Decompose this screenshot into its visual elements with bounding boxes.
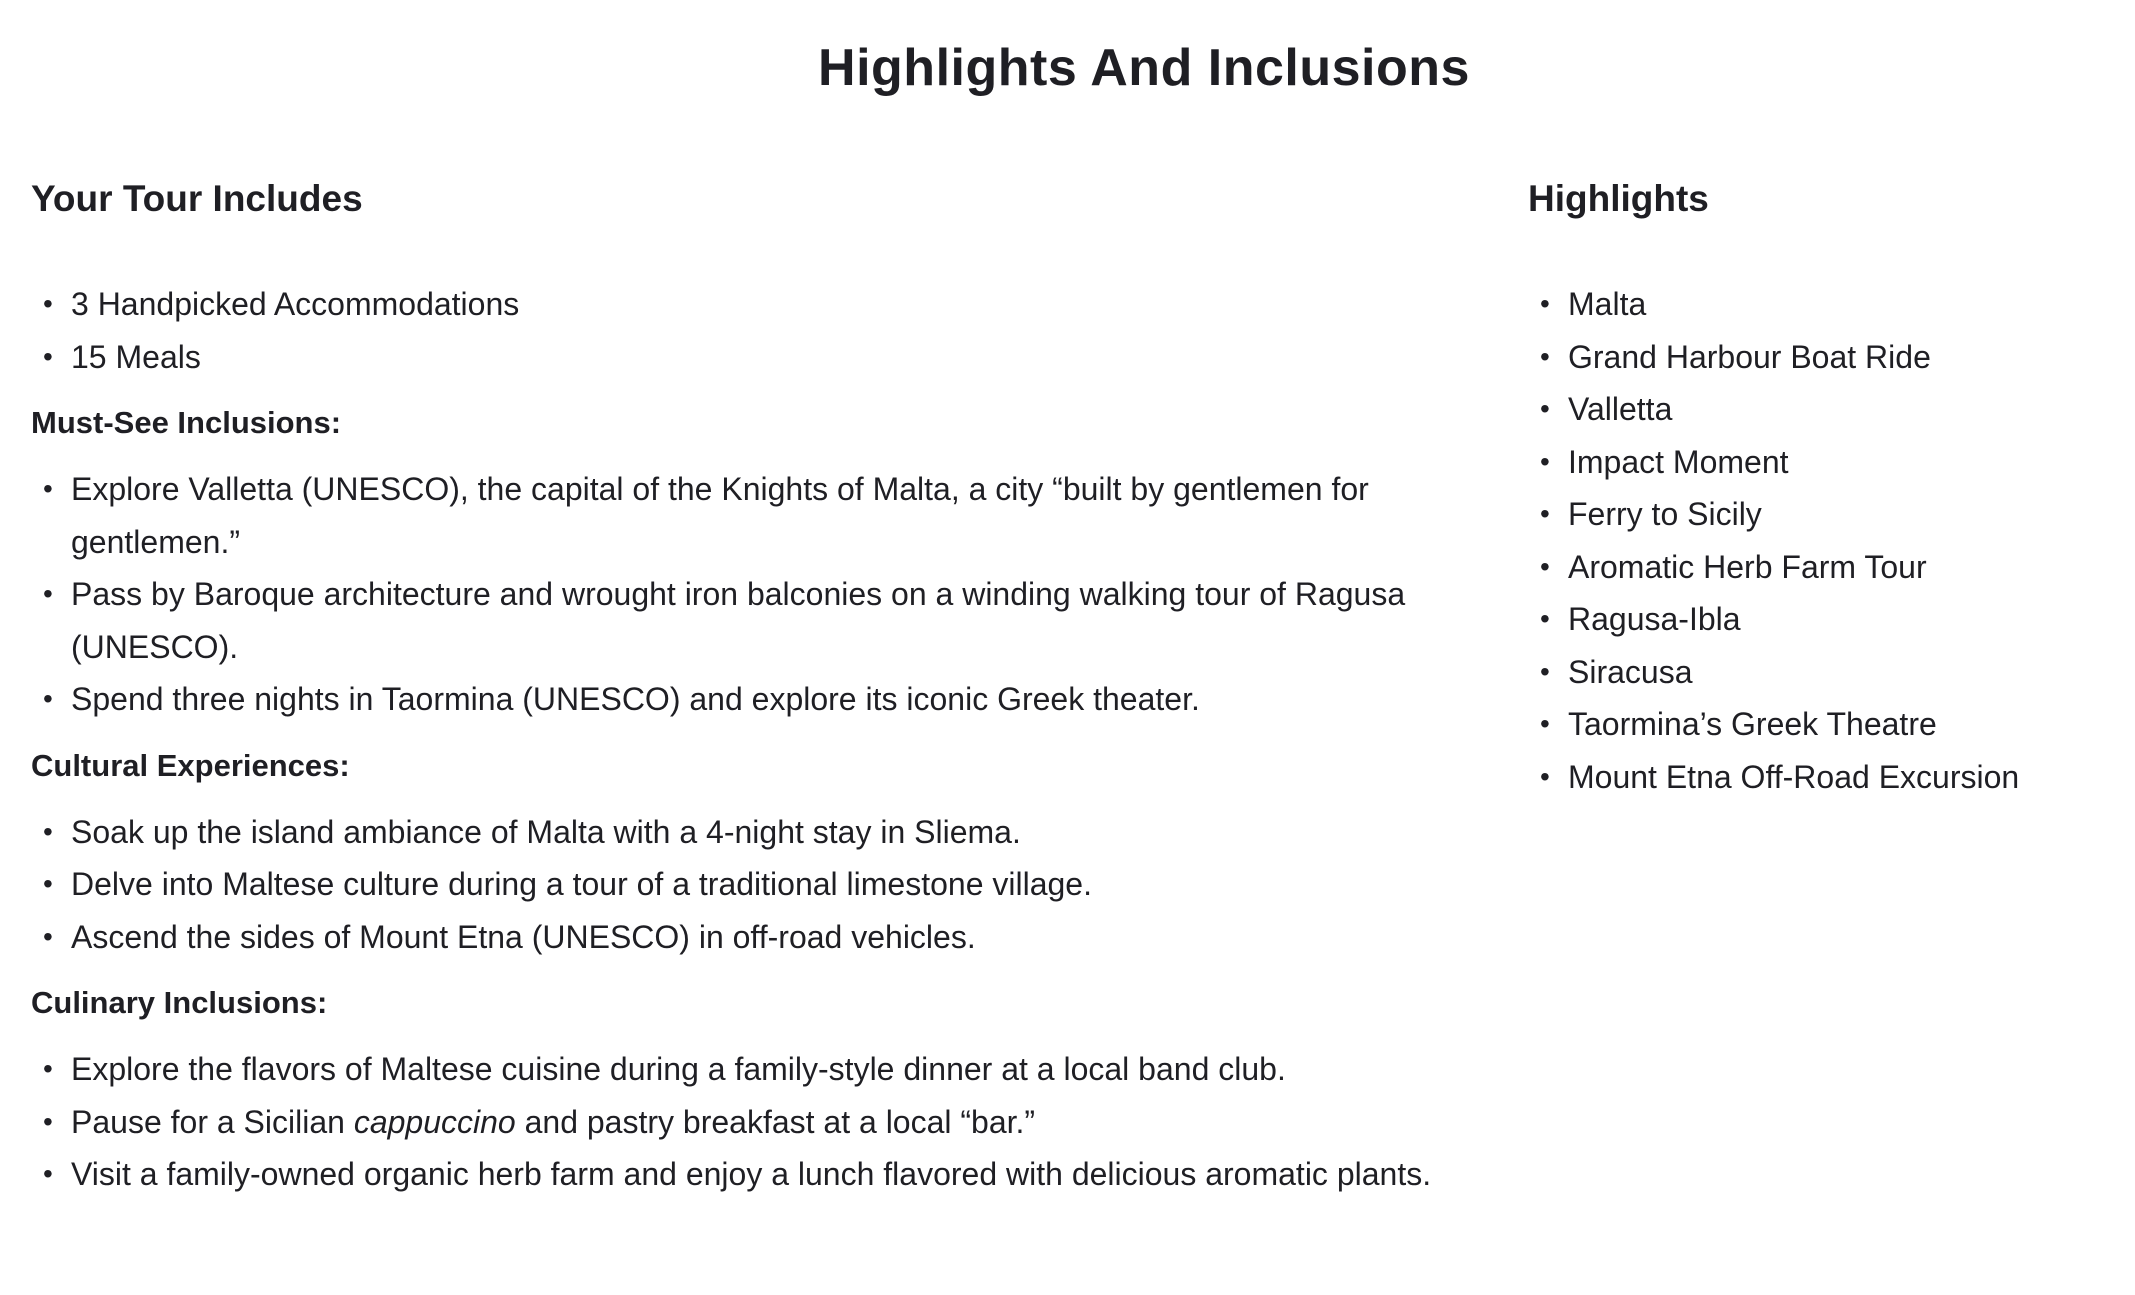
list-item: • Pass by Baroque architecture and wrought iron balconies on a winding walking tour of Ragusa (UNESCO).: [71, 568, 1511, 673]
cultural-list: [31, 806, 1511, 964]
must-see-heading: Must-See Inclusions:: [31, 405, 342, 440]
list-item: • Malta: [1568, 278, 2128, 331]
list-item: • Ragusa-Ibla: [1568, 593, 2128, 646]
list-item: • Ferry to Sicily: [1568, 488, 2128, 541]
list-item: • Explore Valletta (UNESCO), the capital of the Knights of Malta, a city “built by gentlemen for gentlemen.”: [71, 463, 1511, 568]
list-item: • Aromatic Herb Farm Tour: [1568, 541, 2128, 594]
highlights-list: [1528, 278, 2128, 803]
list-item: • Soak up the island ambiance of Malta with a 4-night stay in Sliema.: [71, 806, 1511, 859]
cappuccino-text-after: and pastry breakfast at a local “bar.”: [515, 1103, 1036, 1140]
list-item: • 3 Handpicked Accommodations: [71, 278, 1511, 331]
highlights-heading: Highlights: [1528, 178, 1709, 219]
culinary-list: [31, 1043, 1511, 1201]
list-item: • 15 Meals: [71, 331, 1511, 384]
cappuccino-text-before: Pause for a Sicilian: [71, 1103, 354, 1140]
list-item: [71, 1096, 1511, 1149]
list-item: • Delve into Maltese culture during a tour of a traditional limestone village.: [71, 858, 1511, 911]
cappuccino-italic: cappuccino: [353, 1103, 516, 1140]
culinary-heading: Culinary Inclusions:: [31, 985, 328, 1020]
highlights-section: [1528, 172, 2128, 803]
list-item: • Grand Harbour Boat Ride: [1568, 331, 2128, 384]
must-see-list: [31, 463, 1511, 726]
list-item: • Ascend the sides of Mount Etna (UNESCO) in off-road vehicles.: [71, 911, 1511, 964]
list-item: • Visit a family-owned organic herb farm and enjoy a lunch flavored with delicious aromatic plants.: [71, 1148, 1511, 1201]
list-item: • Valletta: [1568, 383, 2128, 436]
basic-inclusions-list: [31, 278, 1511, 383]
list-item: • Taormina’s Greek Theatre: [1568, 698, 2128, 751]
list-item: • Siracusa: [1568, 646, 2128, 699]
tour-includes-heading: Your Tour Includes: [31, 178, 363, 219]
page-title: Highlights And Inclusions: [818, 39, 1470, 97]
list-item: • Explore the flavors of Maltese cuisine during a family-style dinner at a local band club.: [71, 1043, 1511, 1096]
list-item: • Mount Etna Off-Road Excursion: [1568, 751, 2128, 804]
list-item: • Impact Moment: [1568, 436, 2128, 489]
tour-includes-section: [31, 172, 1511, 1201]
cultural-heading: Cultural Experiences:: [31, 747, 350, 783]
list-item: • Spend three nights in Taormina (UNESCO) and explore its iconic Greek theater.: [71, 673, 1511, 726]
